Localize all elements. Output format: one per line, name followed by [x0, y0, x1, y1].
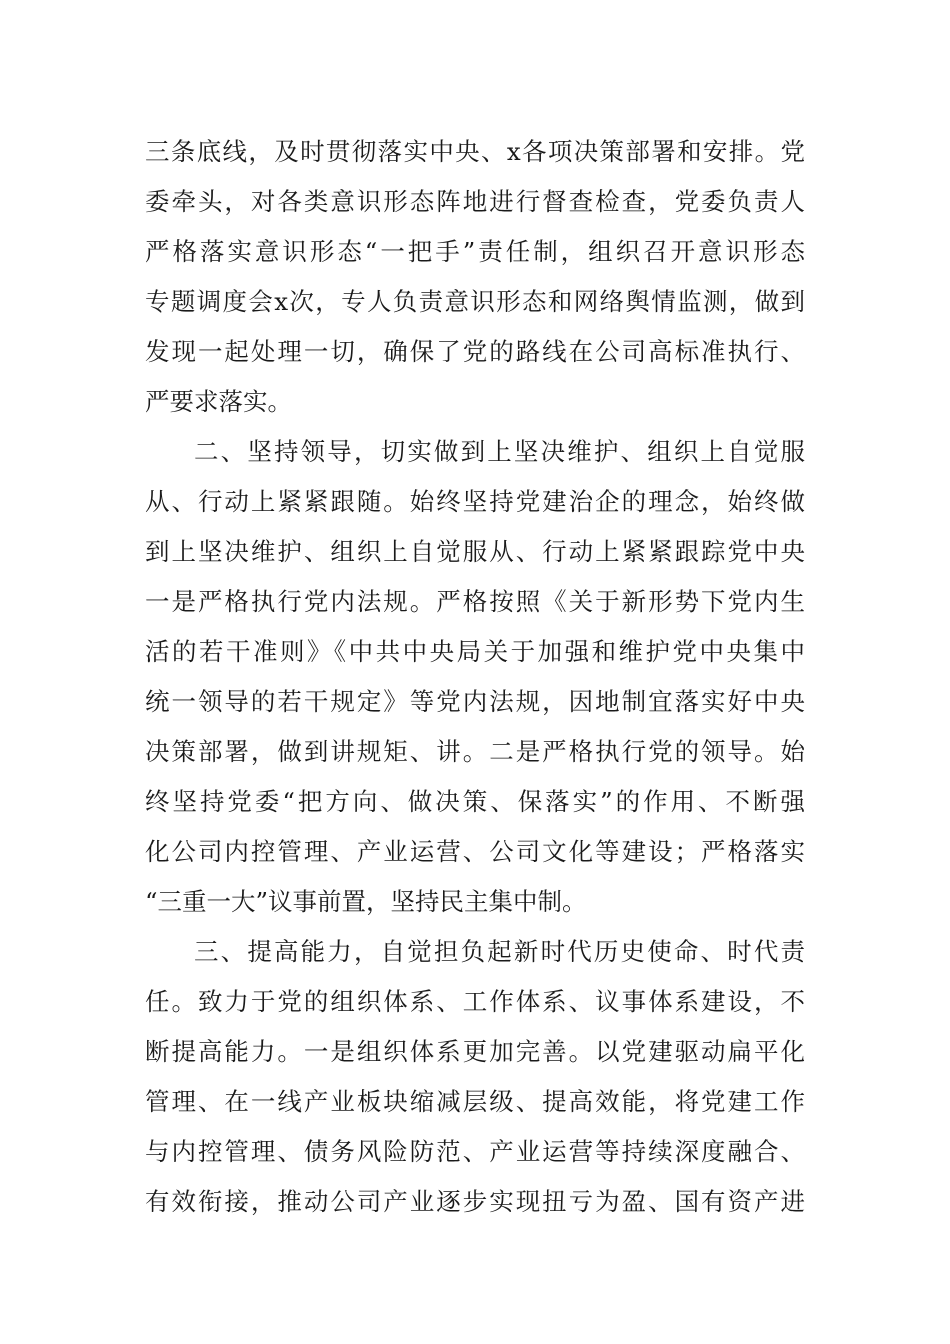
text-line: 与内控管理、债务风险防范、产业运营等持续深度融合、 — [145, 1137, 805, 1166]
text-line: 一是严格执行党内法规。严格按照《关于新形势下党内生 — [145, 587, 805, 616]
text-line: 有效衔接，推动公司产业逐步实现扭亏为盈、国有资产进 — [145, 1187, 805, 1216]
text-line: 发现一起处理一切，确保了党的路线在公司高标准执行、 — [145, 337, 805, 366]
paragraph-heading-line: 二、坚持领导，切实做到上坚决维护、组织上自觉服 — [194, 437, 805, 466]
text-line: 断提高能力。一是组织体系更加完善。以党建驱动扁平化 — [145, 1037, 805, 1066]
text-line: 到上坚决维护、组织上自觉服从、行动上紧紧跟踪党中央 — [145, 537, 805, 566]
text-line: 化公司内控管理、产业运营、公司文化等建设；严格落实 — [145, 837, 805, 866]
text-line: 任。致力于党的组织体系、工作体系、议事体系建设，不 — [145, 987, 805, 1016]
text-line: 管理、在一线产业板块缩减层级、提高效能，将党建工作 — [145, 1087, 805, 1116]
text-line: 委牵头，对各类意识形态阵地进行督查检查，党委负责人 — [145, 187, 805, 216]
text-line: “三重一大”议事前置，坚持民主集中制。 — [145, 887, 587, 916]
text-line: 统一领导的若干规定》等党内法规，因地制宜落实好中央 — [145, 687, 805, 716]
text-line: 三条底线，及时贯彻落实中央、x各项决策部署和安排。党 — [145, 137, 805, 166]
text-line: 活的若干准则》《中共中央局关于加强和维护党中央集中 — [145, 637, 805, 666]
text-line: 终坚持党委“把方向、做决策、保落实”的作用、不断强 — [145, 787, 805, 816]
text-line: 从、行动上紧紧跟随。始终坚持党建治企的理念，始终做 — [145, 487, 805, 516]
paragraph-heading-line: 三、提高能力，自觉担负起新时代历史使命、时代责 — [194, 937, 805, 966]
text-line: 严格落实意识形态“一把手”责任制，组织召开意识形态 — [145, 237, 805, 266]
text-line: 严要求落实。 — [145, 387, 292, 416]
text-line: 专题调度会x次，专人负责意识形态和网络舆情监测，做到 — [145, 287, 805, 316]
text-line: 决策部署，做到讲规矩、讲。二是严格执行党的领导。始 — [145, 737, 805, 766]
